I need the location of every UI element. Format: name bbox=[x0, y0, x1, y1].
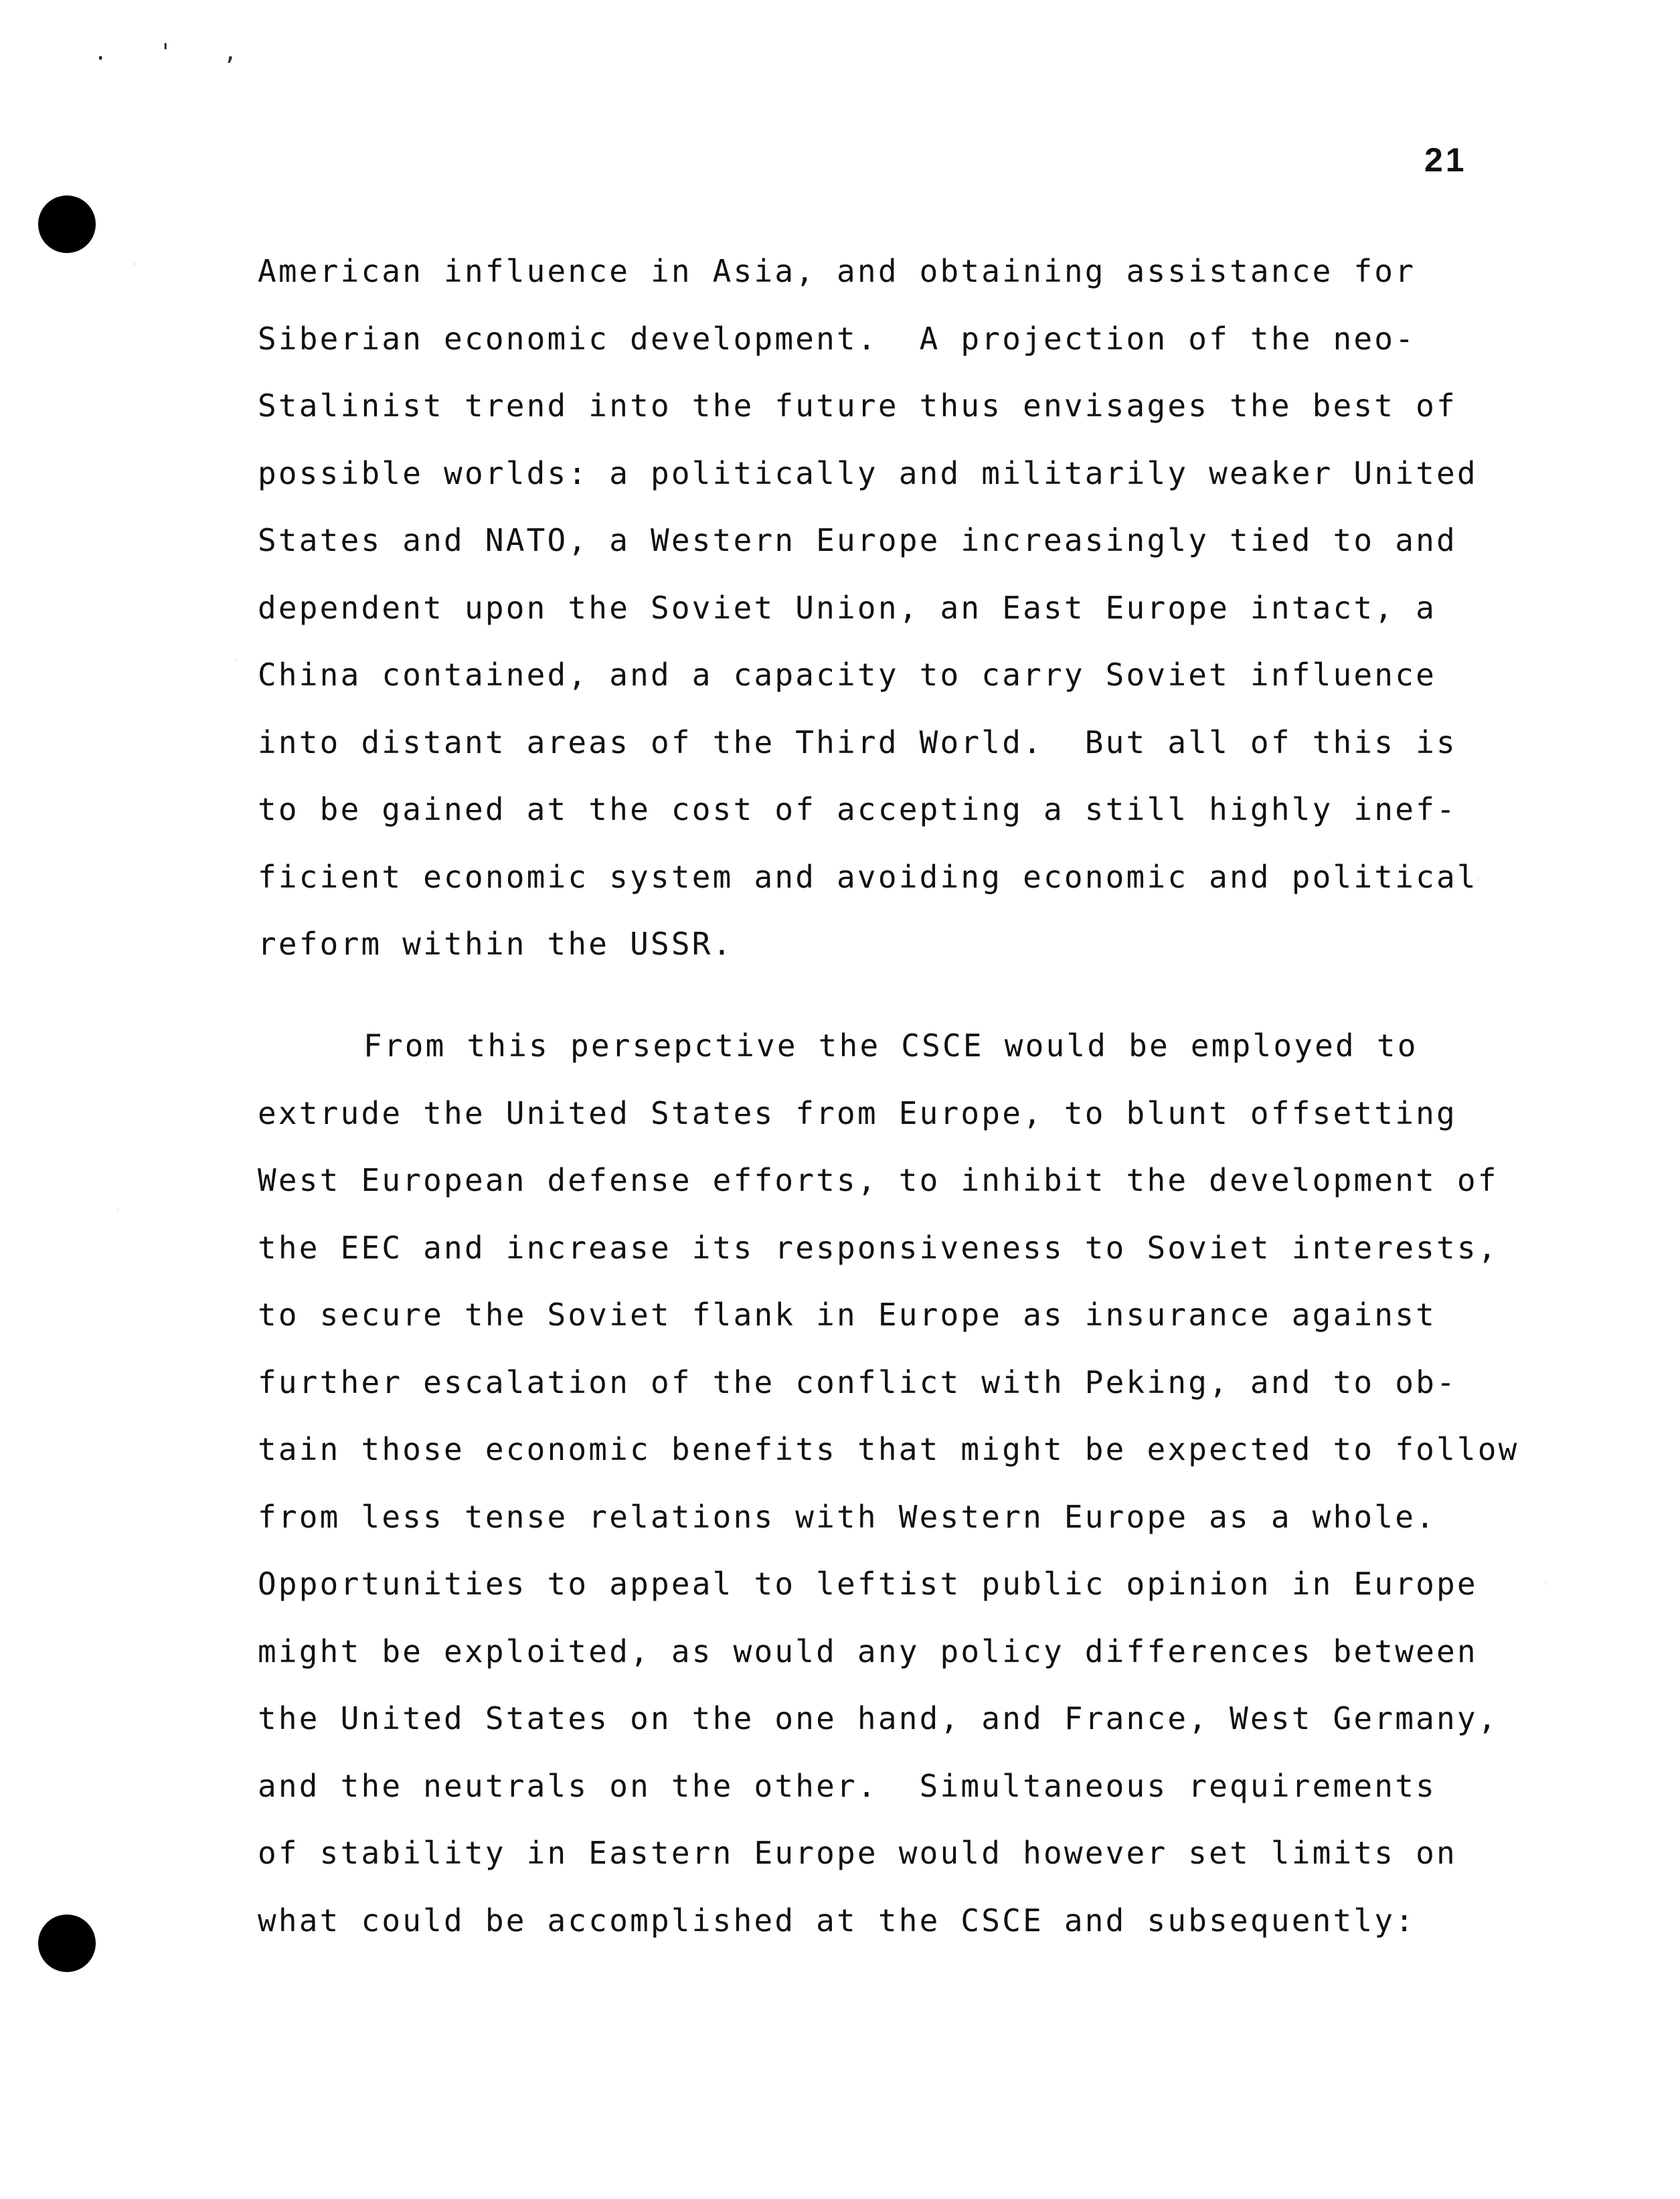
paragraph-line: might be exploited, as would any policy differences between bbox=[258, 1633, 1478, 1669]
paragraph-line: Stalinist trend into the future thus envisages the best of bbox=[258, 388, 1457, 424]
paragraph-line: from less tense relations with Western Europe as a whole. bbox=[258, 1498, 1436, 1535]
paragraph-line: Opportunities to appeal to leftist public opinion in Europe bbox=[258, 1566, 1478, 1602]
paragraph-line: the United States on the one hand, and France, West Germany, bbox=[258, 1700, 1499, 1736]
paragraph-line: into distant areas of the Third World. But all of this is bbox=[258, 724, 1457, 760]
paragraph-line: Siberian economic development. A projection of the neo- bbox=[258, 320, 1416, 357]
paragraph-line: West European defense efforts, to inhibit the development of bbox=[258, 1162, 1499, 1198]
paragraph-line: to secure the Soviet flank in Europe as insurance against bbox=[258, 1297, 1436, 1333]
paragraph-line: tain those economic benefits that might be expected to follow bbox=[258, 1431, 1519, 1467]
paragraph-line: dependent upon the Soviet Union, an East Europe intact, a bbox=[258, 589, 1436, 626]
paragraph-line: extrude the United States from Europe, to blunt offsetting bbox=[258, 1094, 1457, 1131]
paragraph-line: to be gained at the cost of accepting a still highly inef- bbox=[258, 791, 1457, 827]
page-number: 21 bbox=[1424, 141, 1467, 179]
punch-hole-top bbox=[38, 195, 96, 253]
paragraph-line: American influence in Asia, and obtaining assistance for bbox=[258, 253, 1416, 289]
paragraph-line: of stability in Eastern Europe would however set limits on bbox=[258, 1835, 1457, 1871]
paragraph-line: the EEC and increase its responsiveness to Soviet interests, bbox=[258, 1229, 1499, 1266]
paragraph-1 bbox=[258, 238, 1503, 978]
paragraph-line: From this persepctive the CSCE would be employed to bbox=[363, 1028, 1418, 1064]
paragraph-line: reform within the USSR. bbox=[258, 926, 734, 962]
paragraph-line: States and NATO, a Western Europe increasingly tied to and bbox=[258, 522, 1457, 558]
paragraph-line: what could be accomplished at the CSCE and subsequently: bbox=[258, 1902, 1416, 1939]
paragraph-line: further escalation of the conflict with Peking, and to ob- bbox=[258, 1364, 1457, 1400]
top-marks: . ' , bbox=[94, 39, 256, 66]
paragraph-line: ficient economic system and avoiding economic and political bbox=[258, 858, 1478, 895]
paragraph-2 bbox=[258, 1012, 1519, 1954]
paragraph-line: China contained, and a capacity to carry Soviet influence bbox=[258, 657, 1436, 693]
punch-hole-bottom bbox=[38, 1915, 96, 1972]
paragraph-line: and the neutrals on the other. Simultaneous requirements bbox=[258, 1767, 1436, 1804]
paragraph-line: possible worlds: a politically and militarily weaker United bbox=[258, 455, 1478, 491]
